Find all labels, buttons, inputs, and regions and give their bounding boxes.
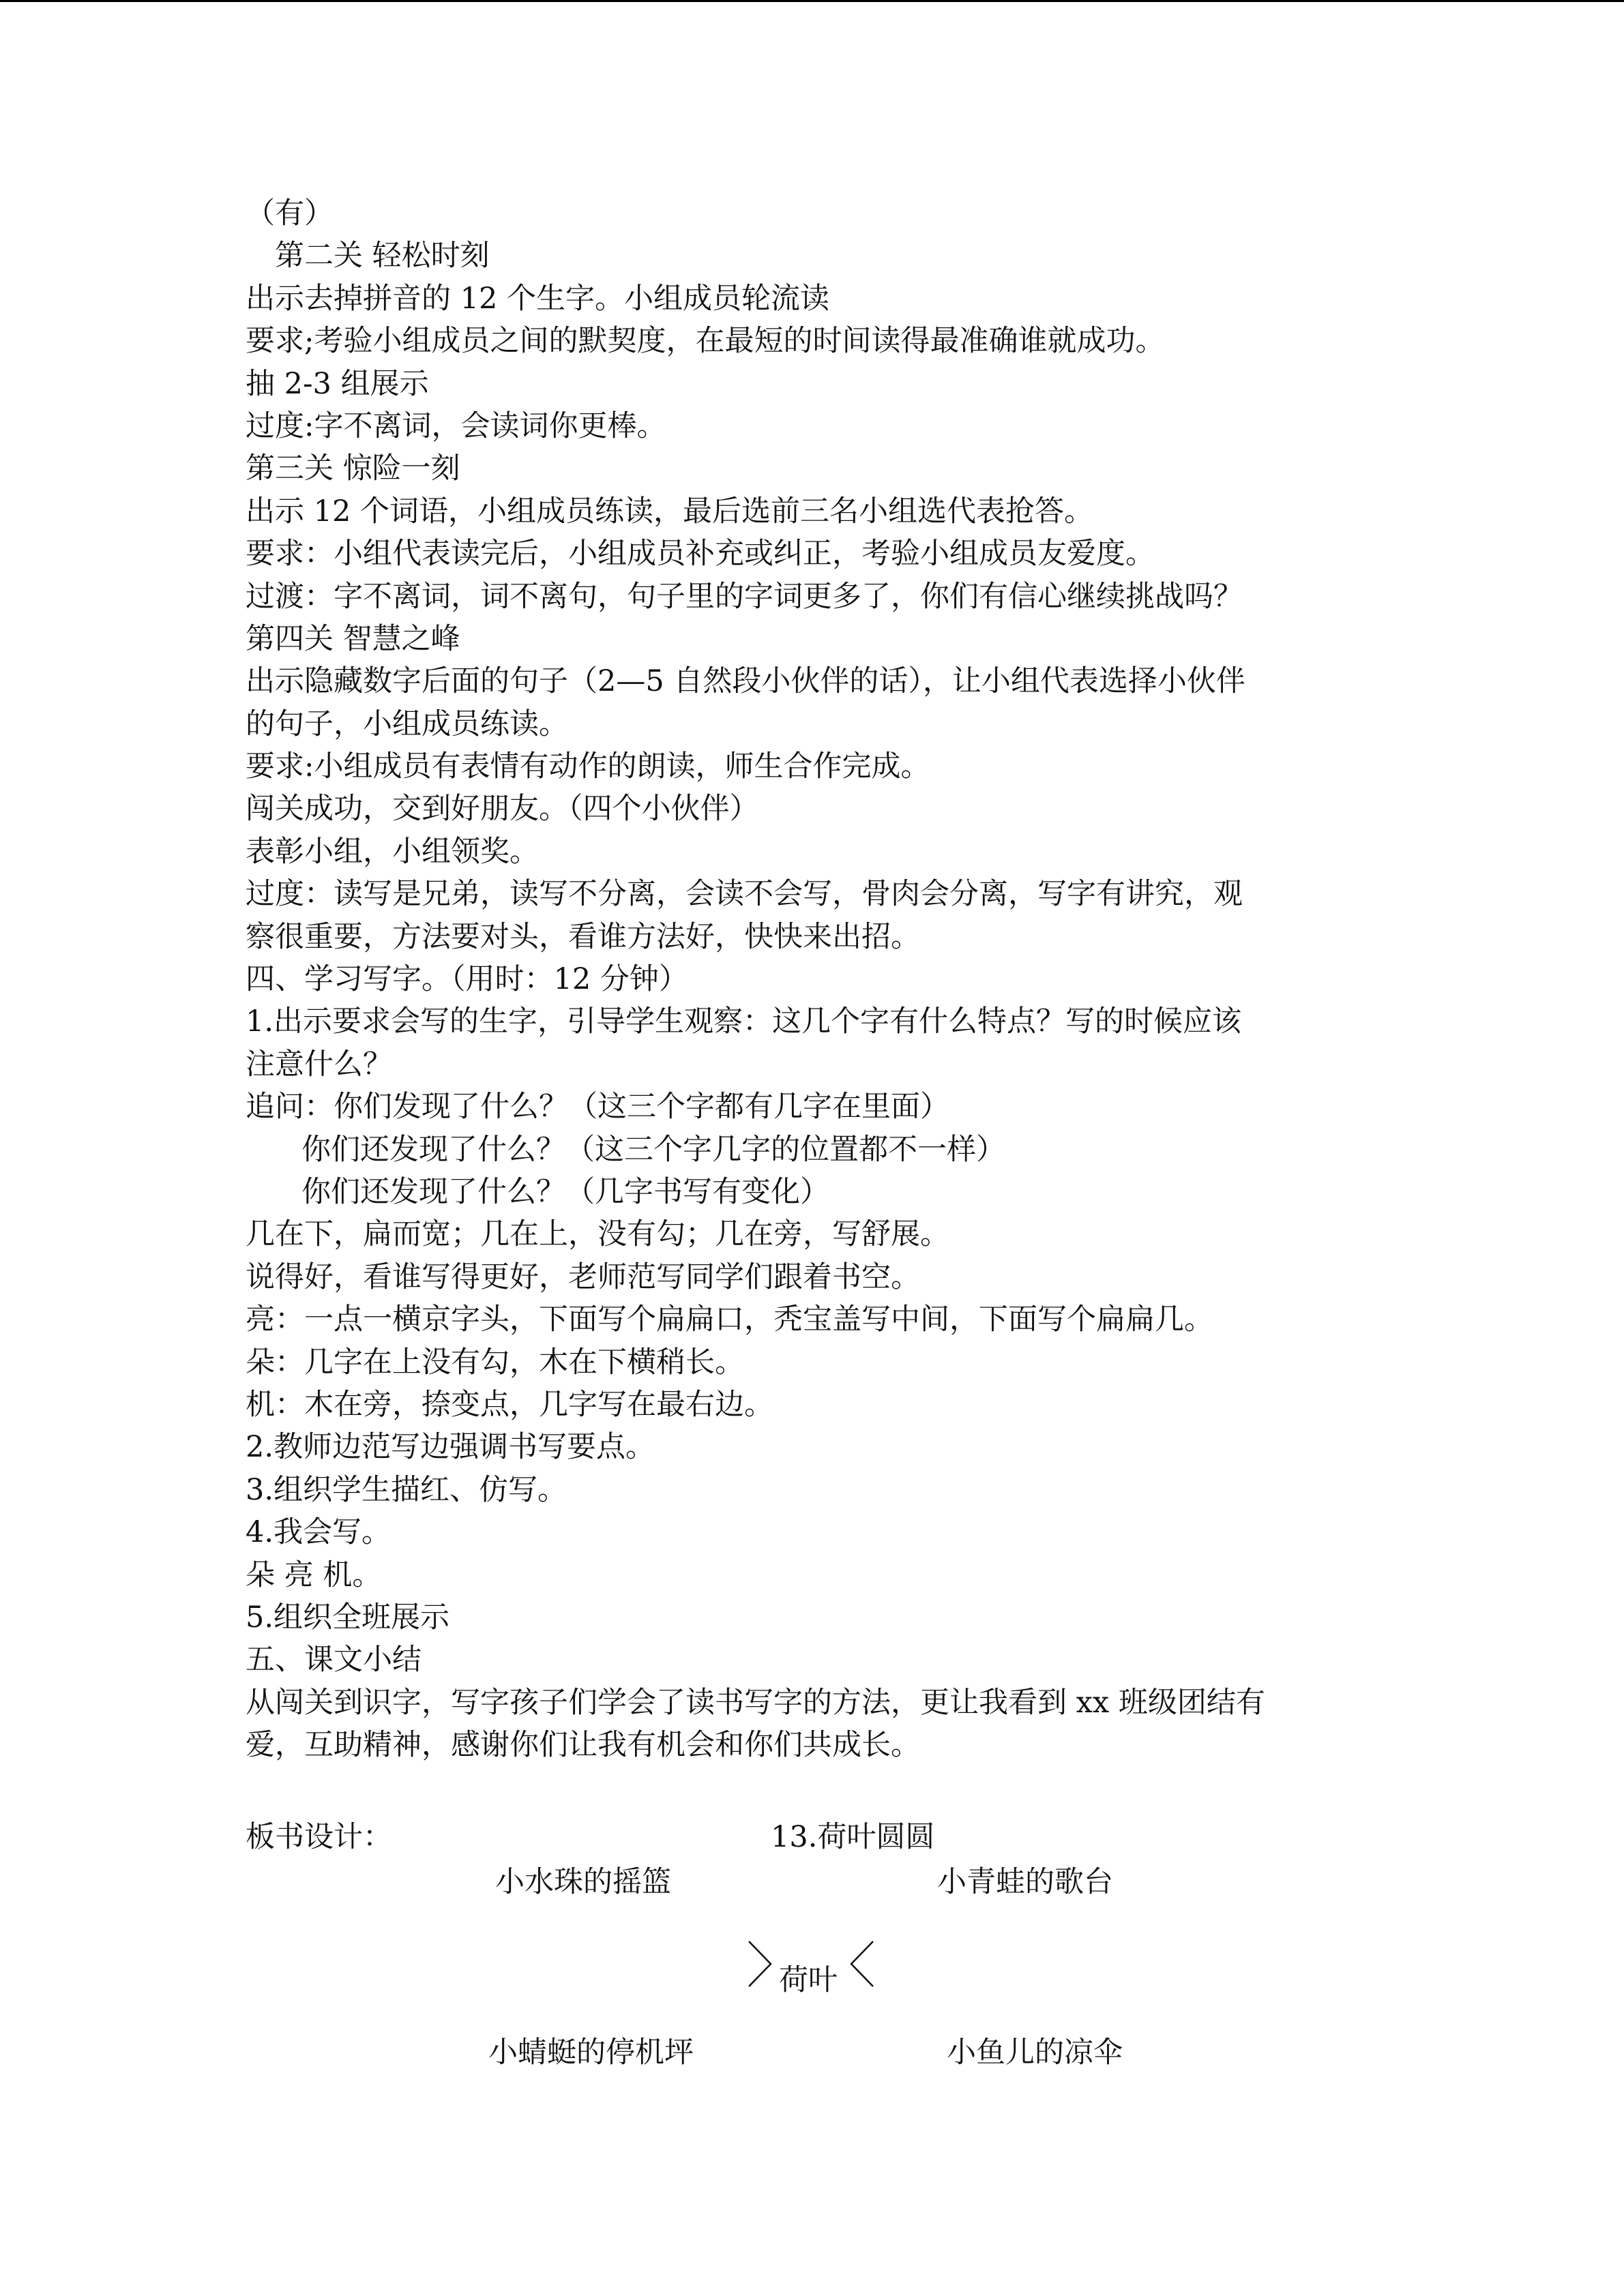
text-line: 机：木在旁，捺变点，几字写在最右边。 <box>246 1387 773 1422</box>
text-line: 抽 2-3 组展示 <box>246 366 429 401</box>
text-line: 要求;考验小组成员之间的默契度，在最短的时间读得最准确谁就成功。 <box>246 324 1165 359</box>
board-item-top-left: 小水珠的摇篮 <box>495 1865 671 1899</box>
text-line: 出示去掉拼音的 12 个生字。小组成员轮流读 <box>246 281 830 316</box>
text-line: （有） <box>246 196 334 230</box>
text-line: 五、课文小结 <box>246 1643 422 1678</box>
text-line: 朵 亮 机。 <box>246 1557 382 1592</box>
text-line: 亮：一点一横京字头，下面写个扁扁口，秃宝盖写中间，下面写个扁扁几。 <box>246 1302 1213 1337</box>
text-line: 闯关成功，交到好朋友。（四个小伙伴） <box>246 792 759 826</box>
text-line: 要求：小组代表读完后，小组成员补充或纠正，考验小组成员友爱度。 <box>246 537 1155 571</box>
text-line: 察很重要，方法要对头，看谁方法好，快快来出招。 <box>246 919 920 954</box>
text-line: 注意什么？ <box>246 1047 392 1082</box>
text-line: 1.出示要求会写的生字，引导学生观察：这几个字有什么特点？写的时候应该 <box>246 1004 1242 1039</box>
lesson-plan-text <box>246 192 1391 1766</box>
text-line: 出示 12 个词语，小组成员练读，最后选前三名小组选代表抢答。 <box>246 494 1094 528</box>
text-line: 5.组织全班展示 <box>246 1600 450 1635</box>
text-line: 从闯关到识字，写字孩子们学会了读书写字的方法，更让我看到 xx 班级团结有 <box>246 1685 1265 1720</box>
board-item-top-right: 小青蛙的歌台 <box>937 1865 1113 1899</box>
text-line: 说得好，看谁写得更好，老师范写同学们跟着书空。 <box>246 1259 920 1294</box>
text-line: 4.我会写。 <box>246 1515 392 1550</box>
text-line: 过渡：字不离词，词不离句，句子里的字词更多了，你们有信心继续挑战吗？ <box>246 579 1243 614</box>
text-line: 爱，互助精神，感谢你们让我有机会和你们共成长。 <box>246 1728 920 1763</box>
board-item-bottom-right: 小鱼儿的凉伞 <box>947 2036 1123 2070</box>
text-line: 追问：你们发现了什么？（这三个字都有几字在里面） <box>246 1090 949 1124</box>
text-line: 第三关 惊险一刻 <box>246 451 460 486</box>
page-top-border <box>0 0 1624 2</box>
text-line: 你们还发现了什么？（这三个字几字的位置都不一样） <box>246 1132 1006 1167</box>
left-angle-bracket-icon <box>848 1939 876 1988</box>
text-line: 几在下，扁而宽；几在上，没有勾；几在旁，写舒展。 <box>246 1217 949 1252</box>
right-angle-bracket-icon <box>746 1939 773 1988</box>
text-line: 出示隐藏数字后面的句子（2—5 自然段小伙伴的话），让小组代表选择小伙伴 <box>246 664 1245 699</box>
text-line: 要求:小组成员有表情有动作的朗读，师生合作完成。 <box>246 749 930 784</box>
board-center-word: 荷叶 <box>779 1963 838 1997</box>
text-line: 朵：几字在上没有勾，木在下横稍长。 <box>246 1345 744 1380</box>
text-line: 的句子，小组成员练读。 <box>246 706 568 741</box>
text-line: 第二关 轻松时刻 <box>246 239 490 273</box>
board-design-label: 板书设计： <box>246 1820 392 1854</box>
text-line: 过度:字不离词，会读词你更棒。 <box>246 408 666 443</box>
board-item-bottom-left: 小蜻蜓的停机坪 <box>488 2036 694 2070</box>
board-title: 13.荷叶圆圆 <box>771 1820 935 1854</box>
text-line: 四、学习写字。（用时：12 分钟） <box>246 962 688 997</box>
text-line: 3.组织学生描红、仿写。 <box>246 1472 567 1507</box>
text-line: 表彰小组，小组领奖。 <box>246 834 539 869</box>
text-line: 过度：读写是兄弟，读写不分离，会读不会写，骨肉会分离，写字有讲究，观 <box>246 877 1243 912</box>
text-line: 第四关 智慧之峰 <box>246 621 460 656</box>
text-line: 你们还发现了什么？（几字书写有变化） <box>246 1174 830 1209</box>
text-line: 2.教师边范写边强调书写要点。 <box>246 1430 655 1465</box>
